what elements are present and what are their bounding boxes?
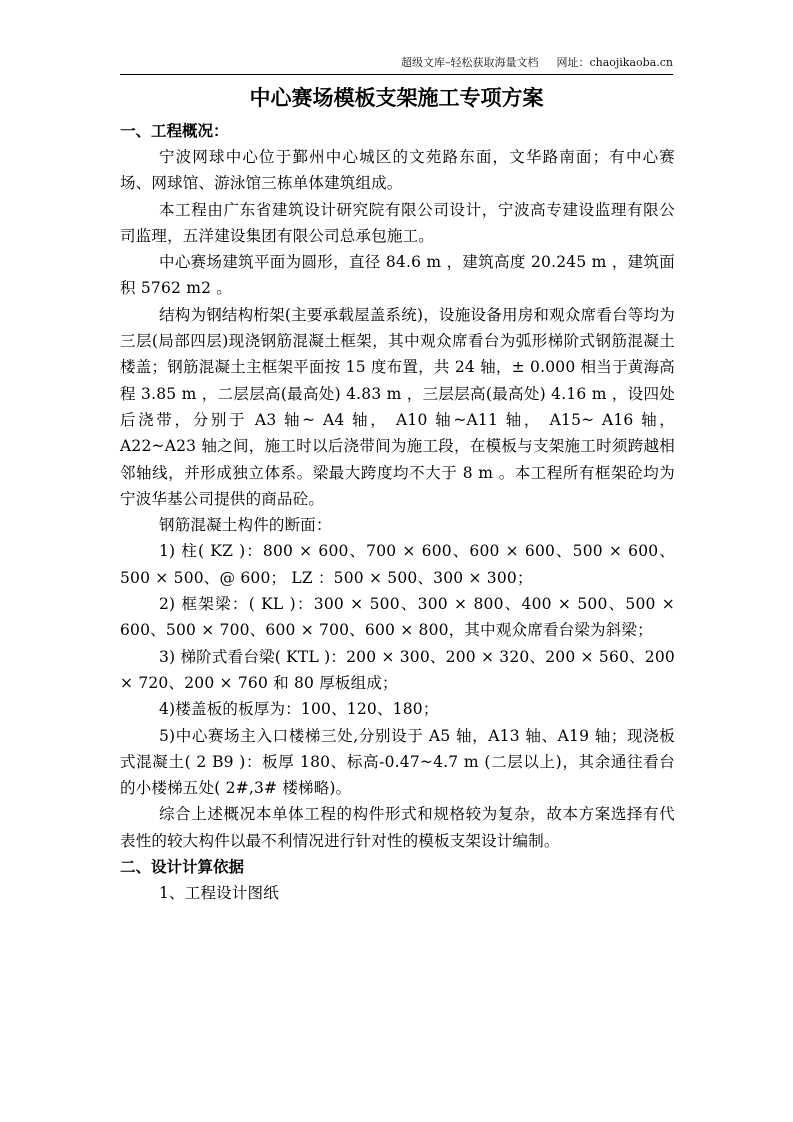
paragraph-parties: 本工程由广东省建筑设计研究院有限公司设计，宁波高专建设监理有限公司监理，五洋建设集团有限公司总承包施工。 [120,200,675,245]
list-item-columns: 1) 柱( KZ )：800 × 600、700 × 600、600 × 600、500 × 600、500 × 500、@ 600； LZ ：500 × 500、300 × 300； [120,542,675,587]
list-item-frame-beams: 2) 框架梁：( KL )：300 × 500、300 × 800、400 × 500、500 × 600、500 × 700、600 × 700、600 × 800，其中观众席看台梁为斜梁； [120,595,675,640]
list-item-design-drawings: 1、工程设计图纸 [159,884,279,903]
page-header [120,54,673,75]
list-item-stairs: 5)中心赛场主入口楼梯三处,分别设于 A5 轴，A13 轴、A19 轴；现浇板式混凝土( 2 B9 )：板厚 180、标高-0.47~4.7 m (二层以上)，其余通往看台的小楼梯五处( 2#,3# 楼梯略)。 [120,726,675,798]
list-item-stand-beams: 3) 梯阶式看台梁( KTL )：200 × 300、200 × 320、200 × 560、200 × 720、200 × 760 和 80 厚板组成； [120,647,675,692]
list-item-slab-thickness: 4)楼盖板的板厚为：100、120、180； [159,700,439,719]
paragraph-summary: 综合上述概况本单体工程的构件形式和规格较为复杂，故本方案选择有代表性的较大构件以最不利情况进行针对性的模板支架设计编制。 [120,805,675,850]
paragraph-location: 宁波网球中心位于鄞州中心城区的文苑路东面，文华路南面；有中心赛场、网球馆、游泳馆三栋单体建筑组成。 [120,148,675,193]
document-title: 中心赛场模板支架施工专项方案 [249,86,544,110]
header-site-text: 网址：chaojikaoba.cn [556,56,673,69]
section-heading-overview: 一、工程概况： [120,122,229,140]
document-body [120,118,675,906]
paragraph-sections-intro: 钢筋混凝土构件的断面： [159,516,332,535]
section-heading-design-basis: 二、设计计算依据 [120,858,245,877]
header-library-text: 超级文库–轻松获取海量文档 [400,56,539,69]
paragraph-structure: 结构为钢结构桁架(主要承载屋盖系统)，设施设备用房和观众席看台等均为三层(局部四层)现浇钢筋混凝土框架，其中观众席看台为弧形梯阶式钢筋混凝土楼盖；钢筋混凝土主框架平面按 15 度布置，共 24 轴，± 0.000 相当于黄海高程 3.85 m ，二层层高(最高处) 4.83 m ，三层层高(最高处) 4.16 m ，设四处后浇带，分别于 A3 轴~ A4 轴， A10 轴~A11 轴， A15~ A16 轴， A22~A23 轴之间，施工时以后浇带间为施工段，在模板与支架施工时须跨越相邻轴线，并形成独立体系。梁最大跨度均不大于 8 m 。本工程所有框架砼均为宁波华基公司提供的商品砼。 [120,305,675,508]
paragraph-dimensions: 中心赛场建筑平面为圆形，直径 84.6 m ，建筑高度 20.245 m ，建筑面积 5762 m2 。 [120,253,675,298]
